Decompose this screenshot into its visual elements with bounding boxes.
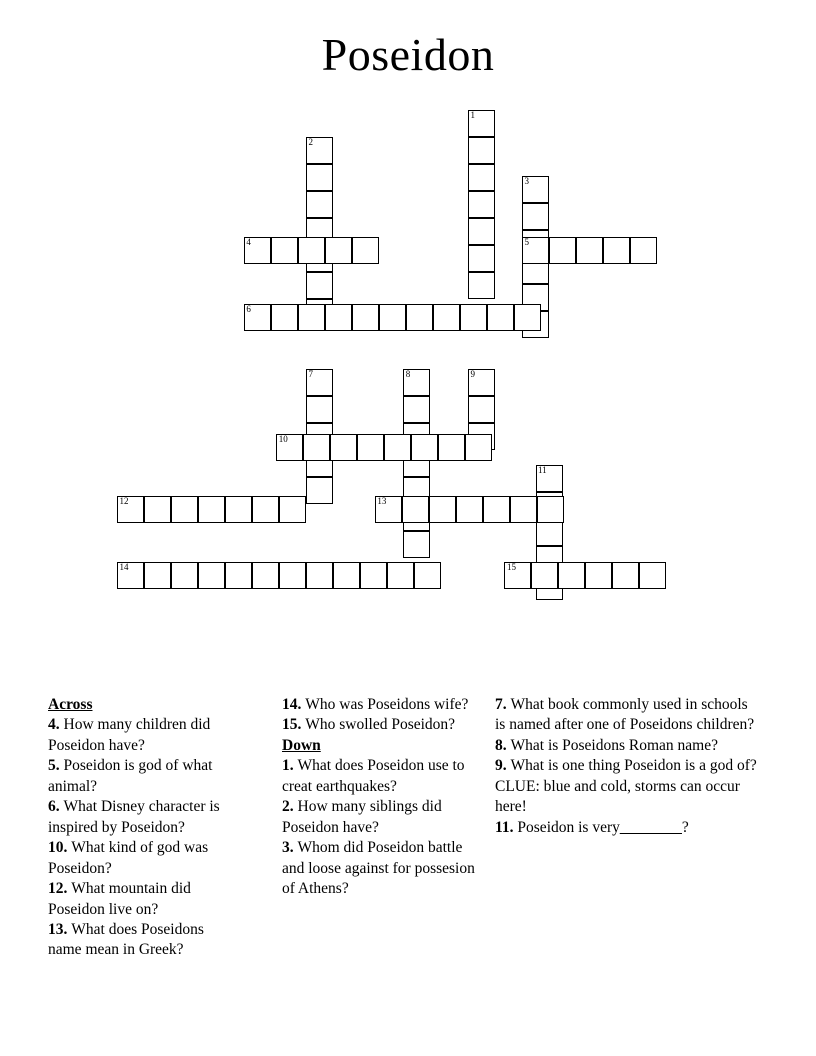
grid-cell[interactable]	[468, 272, 495, 299]
clue-text: What is Poseidons Roman name?	[510, 736, 718, 754]
clue-number: 14.	[282, 696, 306, 713]
grid-cell[interactable]	[276, 434, 303, 461]
clue-text: Who was Poseidons wife?	[305, 696, 469, 713]
clue-number: 11.	[495, 818, 518, 836]
grid-cell[interactable]	[306, 369, 333, 396]
grid-cell[interactable]	[510, 496, 537, 523]
grid-cell[interactable]	[198, 496, 225, 523]
grid-cell[interactable]	[630, 237, 657, 264]
grid-cell[interactable]	[303, 434, 330, 461]
grid-cell[interactable]	[117, 562, 144, 589]
cell-number: 7	[308, 369, 313, 380]
grid-cell[interactable]	[468, 369, 495, 396]
grid-cell[interactable]	[306, 272, 333, 299]
cell-number: 3	[524, 176, 529, 187]
grid-cell[interactable]	[252, 562, 279, 589]
cell-number: 13	[377, 496, 387, 507]
grid-cell[interactable]	[244, 237, 271, 264]
clue-number: 6.	[48, 798, 64, 816]
clue-text: Who swolled Poseidon?	[305, 716, 456, 734]
clue-item	[48, 756, 232, 797]
clue-text: What mountain did Poseidon live on?	[48, 880, 191, 918]
grid-cell[interactable]	[375, 496, 402, 523]
clue-item	[282, 715, 477, 735]
grid-cell[interactable]	[352, 304, 379, 331]
clue-text: What kind of god was Poseidon?	[48, 839, 209, 877]
grid-cell[interactable]	[330, 434, 357, 461]
cell-number: 9	[470, 369, 475, 380]
grid-cell[interactable]	[298, 304, 325, 331]
clue-number: 5.	[48, 757, 64, 775]
grid-cell[interactable]	[522, 237, 549, 264]
grid-cell[interactable]	[352, 237, 379, 264]
grid-cell[interactable]	[271, 237, 298, 264]
cell-number: 5	[524, 236, 529, 247]
cell-number: 6	[246, 304, 251, 315]
grid-cell[interactable]	[279, 496, 306, 523]
grid-cell[interactable]	[144, 496, 171, 523]
grid-cell[interactable]	[468, 396, 495, 423]
clue-number: 13.	[48, 920, 72, 938]
clue-item	[495, 756, 761, 817]
clue-item	[282, 797, 477, 838]
clue-item	[495, 695, 761, 736]
down-heading: Down	[282, 736, 321, 754]
grid-cell[interactable]	[514, 304, 541, 331]
clue-text: How many children did Poseidon have?	[48, 716, 211, 754]
grid-cell[interactable]	[504, 562, 531, 589]
grid-cell[interactable]	[531, 562, 558, 589]
grid-cell[interactable]	[325, 237, 352, 264]
clue-item	[48, 879, 232, 920]
cell-number: 14	[119, 562, 129, 573]
grid-cell[interactable]	[198, 562, 225, 589]
grid-cell[interactable]	[639, 562, 666, 589]
grid-cell[interactable]	[171, 496, 198, 523]
grid-cell[interactable]	[306, 562, 333, 589]
grid-cell[interactable]	[279, 562, 306, 589]
grid-cell[interactable]	[468, 191, 495, 218]
clues-section	[0, 695, 816, 961]
grid-cell[interactable]	[306, 396, 333, 423]
clue-item	[282, 756, 477, 797]
clue-text: What book commonly used in schools is named after one of Poseidons children?	[495, 696, 755, 734]
grid-cell[interactable]	[603, 237, 630, 264]
grid-cell[interactable]	[522, 176, 549, 203]
grid-cell[interactable]	[403, 396, 430, 423]
page-title: Poseidon	[321, 29, 495, 80]
grid-cell[interactable]	[576, 237, 603, 264]
grid-cell[interactable]	[468, 218, 495, 245]
grid-cell[interactable]	[171, 562, 198, 589]
clue-text: What is one thing Poseidon is a god of? CLUE: blue and cold, storms can occur here!	[495, 757, 757, 816]
grid-cell[interactable]	[483, 496, 510, 523]
grid-cell[interactable]	[325, 304, 352, 331]
clue-number: 7.	[495, 696, 511, 713]
clue-item	[48, 838, 232, 879]
grid-cell[interactable]	[403, 531, 430, 558]
grid-cell[interactable]	[549, 237, 576, 264]
grid-cell[interactable]	[403, 369, 430, 396]
clue-text: How many siblings did Poseidon have?	[282, 798, 442, 836]
grid-cell[interactable]	[465, 434, 492, 461]
clue-number: 10.	[48, 839, 72, 857]
clue-number: 9.	[495, 757, 511, 775]
across-clue-list-part2	[282, 695, 477, 736]
clue-text: Poseidon is god of what animal?	[48, 757, 213, 795]
grid-cell[interactable]	[252, 496, 279, 523]
clues-column-1	[0, 695, 240, 961]
clue-number: 1.	[282, 757, 298, 775]
grid-cell[interactable]	[487, 304, 514, 331]
grid-cell[interactable]	[306, 191, 333, 218]
grid-cell[interactable]	[271, 304, 298, 331]
cell-number: 10	[278, 434, 288, 444]
across-clue-list-part1	[48, 715, 232, 960]
grid-cell[interactable]	[612, 562, 639, 589]
clue-text: What does Poseidons name mean in Greek?	[48, 920, 204, 959]
grid-cell[interactable]	[387, 562, 414, 589]
grid-cell[interactable]	[468, 137, 495, 164]
grid-cell[interactable]	[468, 164, 495, 191]
crossword-grid-container	[0, 100, 816, 640]
clue-item	[48, 715, 232, 756]
crossword-grid	[0, 100, 816, 640]
answer-blank: ________	[619, 818, 682, 836]
clue-number: 8.	[495, 736, 511, 754]
grid-cell[interactable]	[225, 496, 252, 523]
clue-item	[48, 920, 232, 961]
down-clue-list-part1	[282, 756, 477, 899]
grid-cell[interactable]	[402, 496, 429, 523]
grid-cell[interactable]	[406, 304, 433, 331]
grid-cell[interactable]	[306, 477, 333, 504]
clue-text: What Disney character is inspired by Poseidon?	[48, 798, 220, 836]
clue-item	[48, 797, 232, 838]
cell-number: 12	[119, 496, 129, 507]
grid-cell[interactable]	[144, 562, 171, 589]
clue-item	[495, 818, 761, 838]
grid-cell[interactable]	[468, 245, 495, 272]
clue-number: 4.	[48, 716, 64, 734]
clue-number: 12.	[48, 880, 72, 898]
cell-number: 2	[308, 137, 313, 147]
grid-cell[interactable]	[357, 434, 384, 461]
grid-cell[interactable]	[306, 137, 333, 164]
grid-cell[interactable]	[537, 496, 564, 523]
cell-number: 4	[246, 236, 251, 247]
clues-column-3	[485, 695, 775, 961]
grid-cell[interactable]	[433, 304, 460, 331]
across-heading: Across	[48, 696, 93, 713]
clue-text: Whom did Poseidon battle and loose against for possesion of Athens?	[282, 839, 475, 898]
clue-item	[495, 736, 761, 756]
cell-number: 15	[506, 562, 516, 573]
grid-cell[interactable]	[414, 562, 441, 589]
grid-cell[interactable]	[298, 237, 325, 264]
grid-cell[interactable]	[456, 496, 483, 523]
grid-cell[interactable]	[244, 304, 271, 331]
grid-cell[interactable]	[468, 110, 495, 137]
clue-item	[282, 695, 477, 715]
clue-number: 2.	[282, 798, 298, 816]
cell-number: 8	[405, 369, 411, 380]
cell-number: 11	[538, 465, 547, 476]
grid-cell[interactable]	[225, 562, 252, 589]
grid-cell[interactable]	[536, 465, 563, 492]
grid-cell[interactable]	[522, 203, 549, 230]
grid-cell[interactable]	[306, 164, 333, 191]
grid-cell[interactable]	[411, 434, 438, 461]
grid-cell[interactable]	[379, 304, 406, 331]
grid-cell[interactable]	[558, 562, 585, 589]
grid-cell[interactable]	[429, 496, 456, 523]
clues-column-2	[240, 695, 485, 961]
grid-cell[interactable]	[333, 562, 360, 589]
grid-cell[interactable]	[536, 519, 563, 546]
clue-text: Poseidon is very________?	[517, 818, 689, 836]
clue-number: 3.	[282, 839, 298, 857]
clue-text: What does Poseidon use to creat earthquakes?	[282, 757, 465, 795]
grid-cell[interactable]	[360, 562, 387, 589]
clue-item	[282, 838, 477, 899]
grid-cell[interactable]	[585, 562, 612, 589]
grid-cell[interactable]	[384, 434, 411, 461]
grid-cell[interactable]	[438, 434, 465, 461]
clue-number: 15.	[282, 716, 306, 734]
cell-number: 1	[470, 110, 475, 120]
down-clue-list-part2	[495, 695, 761, 838]
grid-cell[interactable]	[460, 304, 487, 331]
grid-cell[interactable]	[117, 496, 144, 523]
